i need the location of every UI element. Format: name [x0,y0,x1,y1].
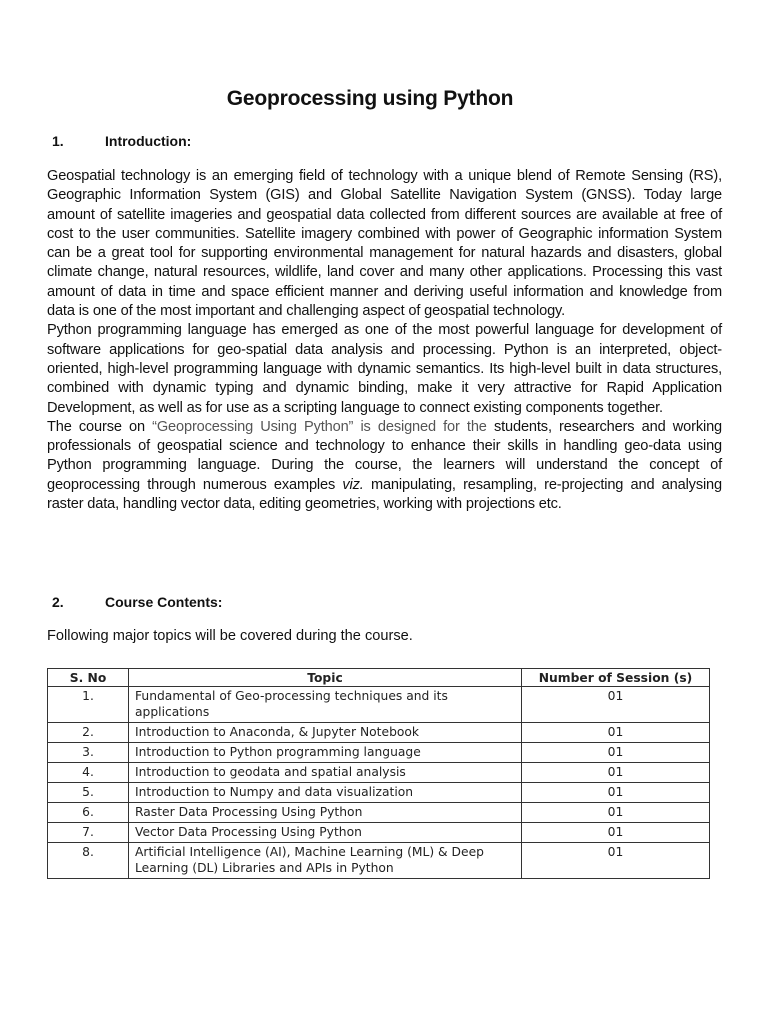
viz-italic: viz. [342,476,364,493]
paragraph: Geospatial technology is an emerging field of technology with a unique blend of Remote Sensing (RS), Geographic Information System (GIS) and Global Satellite Navigation System (GNSS). Today large amount of satellite imageries and geospatial data collected from different sources are available at free of cost to the user communities. Satellite imagery combined with power of Geographic information System can be a great tool for supporting environmental management for natural hazards and disasters, global climate change, natural resources, wildlife, land cover and many other applications. Processing this vast amount of data in time and space efficient manner and deriving useful information and knowledge from data is one of the most important and challenging aspect of geospatial technology. [47,168,722,320]
table-row [48,743,710,763]
course-contents-intro: Following major topics will be covered during the course. [47,628,413,644]
section-number: 1. [52,133,64,149]
table-row [48,803,710,823]
course-topics-table [47,668,710,879]
cell-sno: 8. [48,843,129,879]
cell-sessions: 01 [522,803,710,823]
cell-sno: 6. [48,803,129,823]
cell-sno: 5. [48,783,129,803]
cell-topic: Artificial Intelligence (AI), Machine Learning (ML) & Deep Learning (DL) Libraries and APIs in Python [129,843,522,879]
table-row [48,823,710,843]
section-number: 2. [52,594,64,610]
section-heading-introduction [52,133,191,149]
paragraph-text: students, researchers and working professionals of geospatial science and technology to enhance their skills in handling geo-data using Python programming language. During the course, the learners will understand the concept of geoprocessing through numerous examples [47,418,722,493]
cell-sno: 4. [48,763,129,783]
cell-topic: Introduction to Anaconda, & Jupyter Notebook [129,723,522,743]
table-row [48,723,710,743]
table-row [48,783,710,803]
table-header-row [48,669,710,687]
section-heading-text: Course Contents: [105,594,223,610]
table-row [48,843,710,879]
cell-topic: Vector Data Processing Using Python [129,823,522,843]
document-title: Geoprocessing using Python [226,87,514,110]
cell-topic: Introduction to Numpy and data visualization [129,783,522,803]
course-name-quote: “Geoprocessing Using Python” is designed for the [152,418,487,435]
cell-topic: Raster Data Processing Using Python [129,803,522,823]
paragraph-text: The course on [47,418,153,435]
cell-sessions: 01 [522,783,710,803]
paragraph-text: manipulating, resampling, re-projecting and analysing raster data, handling vector data, editing geometries, working with projections etc. [47,476,722,513]
cell-sessions: 01 [522,687,710,723]
cell-sessions: 01 [522,723,710,743]
cell-sno: 3. [48,743,129,763]
cell-sessions: 01 [522,843,710,879]
cell-sessions: 01 [522,823,710,843]
section-heading-course-contents [52,594,222,610]
table-row [48,763,710,783]
paragraph: Python programming language has emerged as one of the most powerful language for development of software applications for geo-spatial data analysis and processing. Python is an interpreted, object-oriented, high-level programming language with dynamic semantics. Its high-level built in data structures, combined with dynamic typing and dynamic binding, make it very attractive for Rapid Application Development, as well as for use as a scripting language to connect existing components together. [47,322,722,416]
table-row [48,687,710,723]
cell-sno: 2. [48,723,129,743]
cell-topic: Introduction to Python programming language [129,743,522,763]
introduction-body [47,167,722,514]
column-header-sessions: Number of Session (s) [522,669,710,687]
cell-sno: 7. [48,823,129,843]
cell-sessions: 01 [522,743,710,763]
cell-sessions: 01 [522,763,710,783]
cell-topic: Introduction to geodata and spatial analysis [129,763,522,783]
cell-sno: 1. [48,687,129,723]
column-header-topic: Topic [129,669,522,687]
paragraph [47,418,722,514]
column-header-sno: S. No [48,669,129,687]
cell-topic: Fundamental of Geo-processing techniques and its applications [129,687,522,723]
section-heading-text: Introduction: [105,133,192,149]
